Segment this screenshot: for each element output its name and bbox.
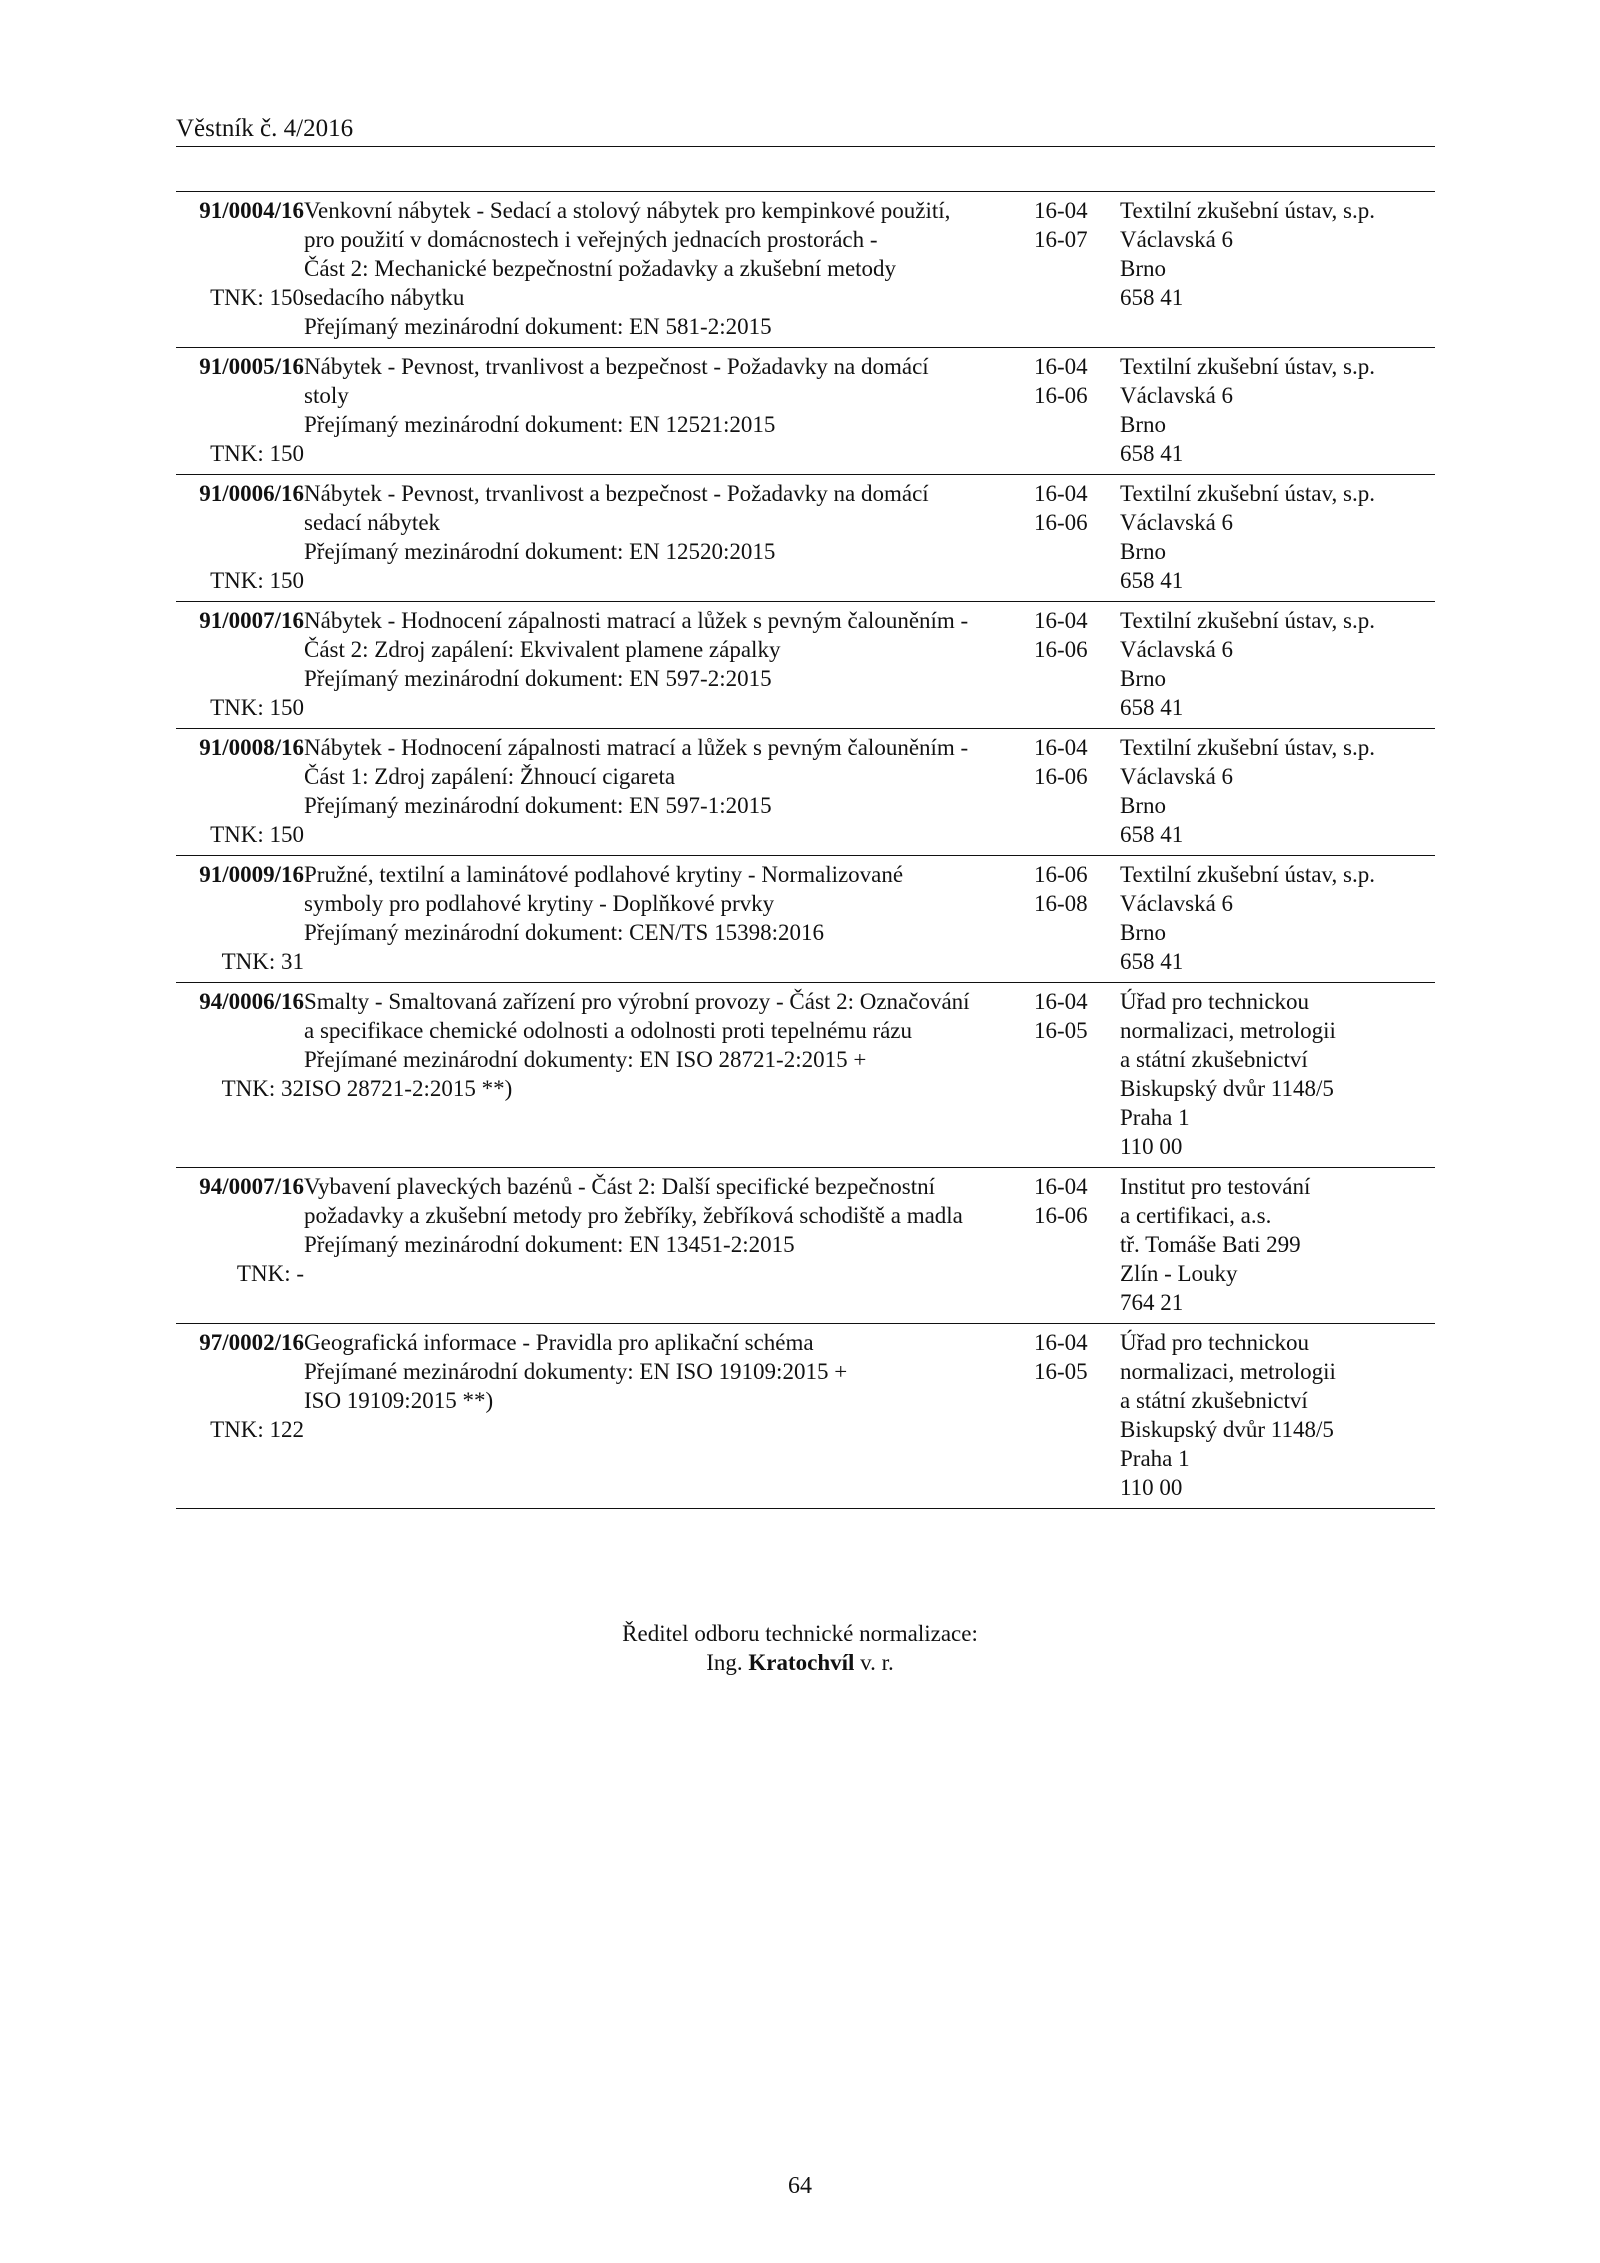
date-code: 16-04 bbox=[1034, 1330, 1088, 1355]
entry-description bbox=[304, 983, 1034, 1168]
entry-organization bbox=[1120, 348, 1435, 475]
entry-tnk: TNK: 150 bbox=[210, 568, 304, 593]
entry-id-cell bbox=[176, 602, 304, 729]
entry-id-cell bbox=[176, 983, 304, 1168]
signature-suffix: v. r. bbox=[860, 1650, 894, 1675]
organization-line: Václavská 6 bbox=[1120, 510, 1234, 535]
organization-line: 658 41 bbox=[1120, 285, 1184, 310]
entry-organization bbox=[1120, 602, 1435, 729]
date-code: 16-04 bbox=[1034, 989, 1088, 1014]
description-line: Přejímaný mezinárodní dokument: EN 12521:2015 bbox=[304, 412, 776, 437]
signature-block bbox=[0, 1619, 1600, 1677]
entry-description bbox=[304, 475, 1034, 602]
entry-description bbox=[304, 602, 1034, 729]
description-line: Část 1: Zdroj zapálení: Žhnoucí cigareta bbox=[304, 764, 676, 789]
description-line: Přejímaný mezinárodní dokument: EN 597-1:2015 bbox=[304, 793, 772, 818]
entry-description bbox=[304, 1324, 1034, 1509]
date-code: 16-04 bbox=[1034, 354, 1088, 379]
spacer bbox=[176, 1016, 304, 1045]
description-line: Přejímané mezinárodní dokumenty: EN ISO 28721-2:2015 + bbox=[304, 1047, 867, 1072]
organization-line: normalizaci, metrologii bbox=[1120, 1018, 1336, 1043]
entry-organization bbox=[1120, 475, 1435, 602]
entry-tnk: TNK: 150 bbox=[210, 822, 304, 847]
description-line: Přejímaný mezinárodní dokument: CEN/TS 15398:2016 bbox=[304, 920, 824, 945]
entry-id-cell bbox=[176, 348, 304, 475]
description-line: Přejímaný mezinárodní dokument: EN 581-2:2015 bbox=[304, 314, 772, 339]
entry-dates bbox=[1034, 729, 1120, 856]
description-line: Nábytek - Pevnost, trvanlivost a bezpečnost - Požadavky na domácí bbox=[304, 481, 929, 506]
spacer bbox=[176, 791, 304, 820]
description-line: Část 2: Mechanické bezpečnostní požadavky a zkušební metody bbox=[304, 256, 897, 281]
organization-line: Úřad pro technickou bbox=[1120, 989, 1310, 1014]
spacer bbox=[176, 1230, 304, 1259]
organization-line: 110 00 bbox=[1120, 1475, 1183, 1500]
date-code: 16-06 bbox=[1034, 637, 1088, 662]
spacer bbox=[176, 1045, 304, 1074]
date-code: 16-06 bbox=[1034, 1203, 1088, 1228]
table-row bbox=[176, 1324, 1435, 1509]
organization-line: Brno bbox=[1120, 920, 1166, 945]
header-title: Věstník č. 4/2016 bbox=[176, 115, 354, 142]
organization-line: a certifikaci, a.s. bbox=[1120, 1203, 1272, 1228]
organization-line: Textilní zkušební ústav, s.p. bbox=[1120, 198, 1375, 223]
signature-name: Kratochvíl bbox=[748, 1650, 855, 1675]
organization-line: Václavská 6 bbox=[1120, 764, 1234, 789]
description-line: symboly pro podlahové krytiny - Doplňkové prvky bbox=[304, 891, 775, 916]
entry-id-cell bbox=[176, 729, 304, 856]
entry-id-cell bbox=[176, 1168, 304, 1324]
description-line: Vybavení plaveckých bazénů - Část 2: Další specifické bezpečnostní bbox=[304, 1174, 935, 1199]
table-row bbox=[176, 602, 1435, 729]
entry-dates bbox=[1034, 602, 1120, 729]
entry-id-cell bbox=[176, 856, 304, 983]
entry-id-cell bbox=[176, 192, 304, 348]
table-row bbox=[176, 1168, 1435, 1324]
description-line: Přejímaný mezinárodní dokument: EN 12520:2015 bbox=[304, 539, 776, 564]
date-code: 16-04 bbox=[1034, 1174, 1088, 1199]
description-line: sedací nábytek bbox=[304, 510, 441, 535]
date-code: 16-08 bbox=[1034, 891, 1088, 916]
date-code: 16-04 bbox=[1034, 481, 1088, 506]
description-line: Přejímaný mezinárodní dokument: EN 597-2:2015 bbox=[304, 666, 772, 691]
entry-number: 94/0007/16 bbox=[199, 1174, 304, 1199]
entry-tnk: TNK: 31 bbox=[221, 949, 304, 974]
organization-line: Brno bbox=[1120, 666, 1166, 691]
description-line: Smalty - Smaltovaná zařízení pro výrobní provozy - Část 2: Označování bbox=[304, 989, 970, 1014]
organization-line: a státní zkušebnictví bbox=[1120, 1047, 1308, 1072]
description-line: pro použití v domácnostech i veřejných jednacích prostorách - bbox=[304, 227, 878, 252]
table-row bbox=[176, 192, 1435, 348]
description-line: sedacího nábytku bbox=[304, 285, 465, 310]
date-code: 16-06 bbox=[1034, 764, 1088, 789]
organization-line: Textilní zkušební ústav, s.p. bbox=[1120, 862, 1375, 887]
date-code: 16-04 bbox=[1034, 735, 1088, 760]
description-line: stoly bbox=[304, 383, 349, 408]
organization-line: Textilní zkušební ústav, s.p. bbox=[1120, 354, 1375, 379]
entry-tnk: TNK: 150 bbox=[210, 695, 304, 720]
entry-dates bbox=[1034, 856, 1120, 983]
organization-line: Institut pro testování bbox=[1120, 1174, 1311, 1199]
description-line: Přejímané mezinárodní dokumenty: EN ISO 19109:2015 + bbox=[304, 1359, 848, 1384]
organization-line: Úřad pro technickou bbox=[1120, 1330, 1310, 1355]
organization-line: 658 41 bbox=[1120, 822, 1184, 847]
organization-line: Václavská 6 bbox=[1120, 637, 1234, 662]
organization-line: 658 41 bbox=[1120, 695, 1184, 720]
date-code: 16-04 bbox=[1034, 198, 1088, 223]
entry-description bbox=[304, 348, 1034, 475]
organization-line: 658 41 bbox=[1120, 441, 1184, 466]
entry-dates bbox=[1034, 192, 1120, 348]
entry-number: 91/0004/16 bbox=[199, 198, 304, 223]
spacer bbox=[176, 508, 304, 537]
spacer bbox=[176, 381, 304, 410]
entry-dates bbox=[1034, 1168, 1120, 1324]
date-code: 16-05 bbox=[1034, 1018, 1088, 1043]
date-code: 16-04 bbox=[1034, 608, 1088, 633]
description-line: ISO 19109:2015 **) bbox=[304, 1388, 494, 1413]
date-code: 16-06 bbox=[1034, 510, 1088, 535]
organization-line: Textilní zkušební ústav, s.p. bbox=[1120, 608, 1375, 633]
organization-line: Textilní zkušební ústav, s.p. bbox=[1120, 735, 1375, 760]
entry-description bbox=[304, 1168, 1034, 1324]
entry-organization bbox=[1120, 1168, 1435, 1324]
spacer bbox=[176, 918, 304, 947]
signature-line bbox=[0, 1648, 1600, 1677]
table-row bbox=[176, 729, 1435, 856]
entry-description bbox=[304, 192, 1034, 348]
entry-organization bbox=[1120, 983, 1435, 1168]
description-line: Pružné, textilní a laminátové podlahové krytiny - Normalizované bbox=[304, 862, 904, 887]
page-number: 64 bbox=[788, 2173, 812, 2199]
spacer bbox=[176, 889, 304, 918]
signature-prefix: Ing. bbox=[706, 1650, 743, 1675]
standards-table-body bbox=[176, 192, 1435, 1509]
entry-number: 94/0006/16 bbox=[199, 989, 304, 1014]
organization-line: Biskupský dvůr 1148/5 bbox=[1120, 1417, 1334, 1442]
entry-organization bbox=[1120, 856, 1435, 983]
organization-line: Václavská 6 bbox=[1120, 383, 1234, 408]
entry-organization bbox=[1120, 1324, 1435, 1509]
spacer bbox=[176, 635, 304, 664]
entry-id-cell bbox=[176, 475, 304, 602]
entry-number: 91/0007/16 bbox=[199, 608, 304, 633]
entry-dates bbox=[1034, 475, 1120, 602]
description-line: Geografická informace - Pravidla pro aplikační schéma bbox=[304, 1330, 814, 1355]
table-row bbox=[176, 856, 1435, 983]
entry-tnk: TNK: 150 bbox=[210, 441, 304, 466]
entry-description bbox=[304, 729, 1034, 856]
date-code: 16-06 bbox=[1034, 383, 1088, 408]
date-code: 16-07 bbox=[1034, 227, 1088, 252]
entry-organization bbox=[1120, 192, 1435, 348]
description-line: Část 2: Zdroj zapálení: Ekvivalent plamene zápalky bbox=[304, 637, 781, 662]
spacer bbox=[176, 410, 304, 439]
table-row bbox=[176, 348, 1435, 475]
organization-line: 110 00 bbox=[1120, 1134, 1183, 1159]
description-line: Venkovní nábytek - Sedací a stolový nábytek pro kempinkové použití, bbox=[304, 198, 951, 223]
entry-id-cell bbox=[176, 1324, 304, 1509]
organization-line: Václavská 6 bbox=[1120, 227, 1234, 252]
organization-line: Brno bbox=[1120, 412, 1166, 437]
organization-line: Textilní zkušební ústav, s.p. bbox=[1120, 481, 1375, 506]
standards-table bbox=[176, 191, 1435, 1509]
date-code: 16-06 bbox=[1034, 862, 1088, 887]
description-line: Přejímaný mezinárodní dokument: EN 13451-2:2015 bbox=[304, 1232, 795, 1257]
entry-organization bbox=[1120, 729, 1435, 856]
signature-title: Ředitel odboru technické normalizace: bbox=[622, 1621, 978, 1646]
spacer bbox=[176, 1201, 304, 1230]
entry-number: 91/0009/16 bbox=[199, 862, 304, 887]
organization-line: normalizaci, metrologii bbox=[1120, 1359, 1336, 1384]
description-line: a specifikace chemické odolnosti a odolnosti proti tepelnému rázu bbox=[304, 1018, 913, 1043]
description-line: Nábytek - Pevnost, trvanlivost a bezpečnost - Požadavky na domácí bbox=[304, 354, 929, 379]
description-line: Nábytek - Hodnocení zápalnosti matrací a lůžek s pevným čalouněním - bbox=[304, 735, 969, 760]
organization-line: Zlín - Louky bbox=[1120, 1261, 1238, 1286]
entry-tnk: TNK: - bbox=[236, 1261, 304, 1286]
description-line: Nábytek - Hodnocení zápalnosti matrací a lůžek s pevným čalouněním - bbox=[304, 608, 969, 633]
spacer bbox=[176, 537, 304, 566]
organization-line: Brno bbox=[1120, 793, 1166, 818]
organization-line: Praha 1 bbox=[1120, 1446, 1190, 1471]
spacer bbox=[176, 1386, 304, 1415]
spacer bbox=[176, 762, 304, 791]
entry-tnk: TNK: 122 bbox=[210, 1417, 304, 1442]
entry-tnk: TNK: 32 bbox=[221, 1076, 304, 1101]
organization-line: 658 41 bbox=[1120, 568, 1184, 593]
entry-number: 91/0008/16 bbox=[199, 735, 304, 760]
spacer bbox=[176, 225, 304, 254]
entry-number: 91/0005/16 bbox=[199, 354, 304, 379]
organization-line: Biskupský dvůr 1148/5 bbox=[1120, 1076, 1334, 1101]
organization-line: a státní zkušebnictví bbox=[1120, 1388, 1308, 1413]
entry-number: 91/0006/16 bbox=[199, 481, 304, 506]
entry-dates bbox=[1034, 348, 1120, 475]
description-line: ISO 28721-2:2015 **) bbox=[304, 1076, 513, 1101]
spacer bbox=[176, 1357, 304, 1386]
organization-line: Brno bbox=[1120, 256, 1166, 281]
organization-line: Václavská 6 bbox=[1120, 891, 1234, 916]
entry-tnk: TNK: 150 bbox=[210, 285, 304, 310]
organization-line: 658 41 bbox=[1120, 949, 1184, 974]
organization-line: tř. Tomáše Bati 299 bbox=[1120, 1232, 1301, 1257]
entry-dates bbox=[1034, 983, 1120, 1168]
entry-number: 97/0002/16 bbox=[199, 1330, 304, 1355]
organization-line: Brno bbox=[1120, 539, 1166, 564]
entry-dates bbox=[1034, 1324, 1120, 1509]
description-line: požadavky a zkušební metody pro žebříky, žebříková schodiště a madla bbox=[304, 1203, 963, 1228]
table-row bbox=[176, 983, 1435, 1168]
spacer bbox=[176, 664, 304, 693]
table-row bbox=[176, 475, 1435, 602]
organization-line: Praha 1 bbox=[1120, 1105, 1190, 1130]
date-code: 16-05 bbox=[1034, 1359, 1088, 1384]
organization-line: 764 21 bbox=[1120, 1290, 1184, 1315]
spacer bbox=[176, 254, 304, 283]
header-rule bbox=[176, 146, 1435, 147]
entry-description bbox=[304, 856, 1034, 983]
